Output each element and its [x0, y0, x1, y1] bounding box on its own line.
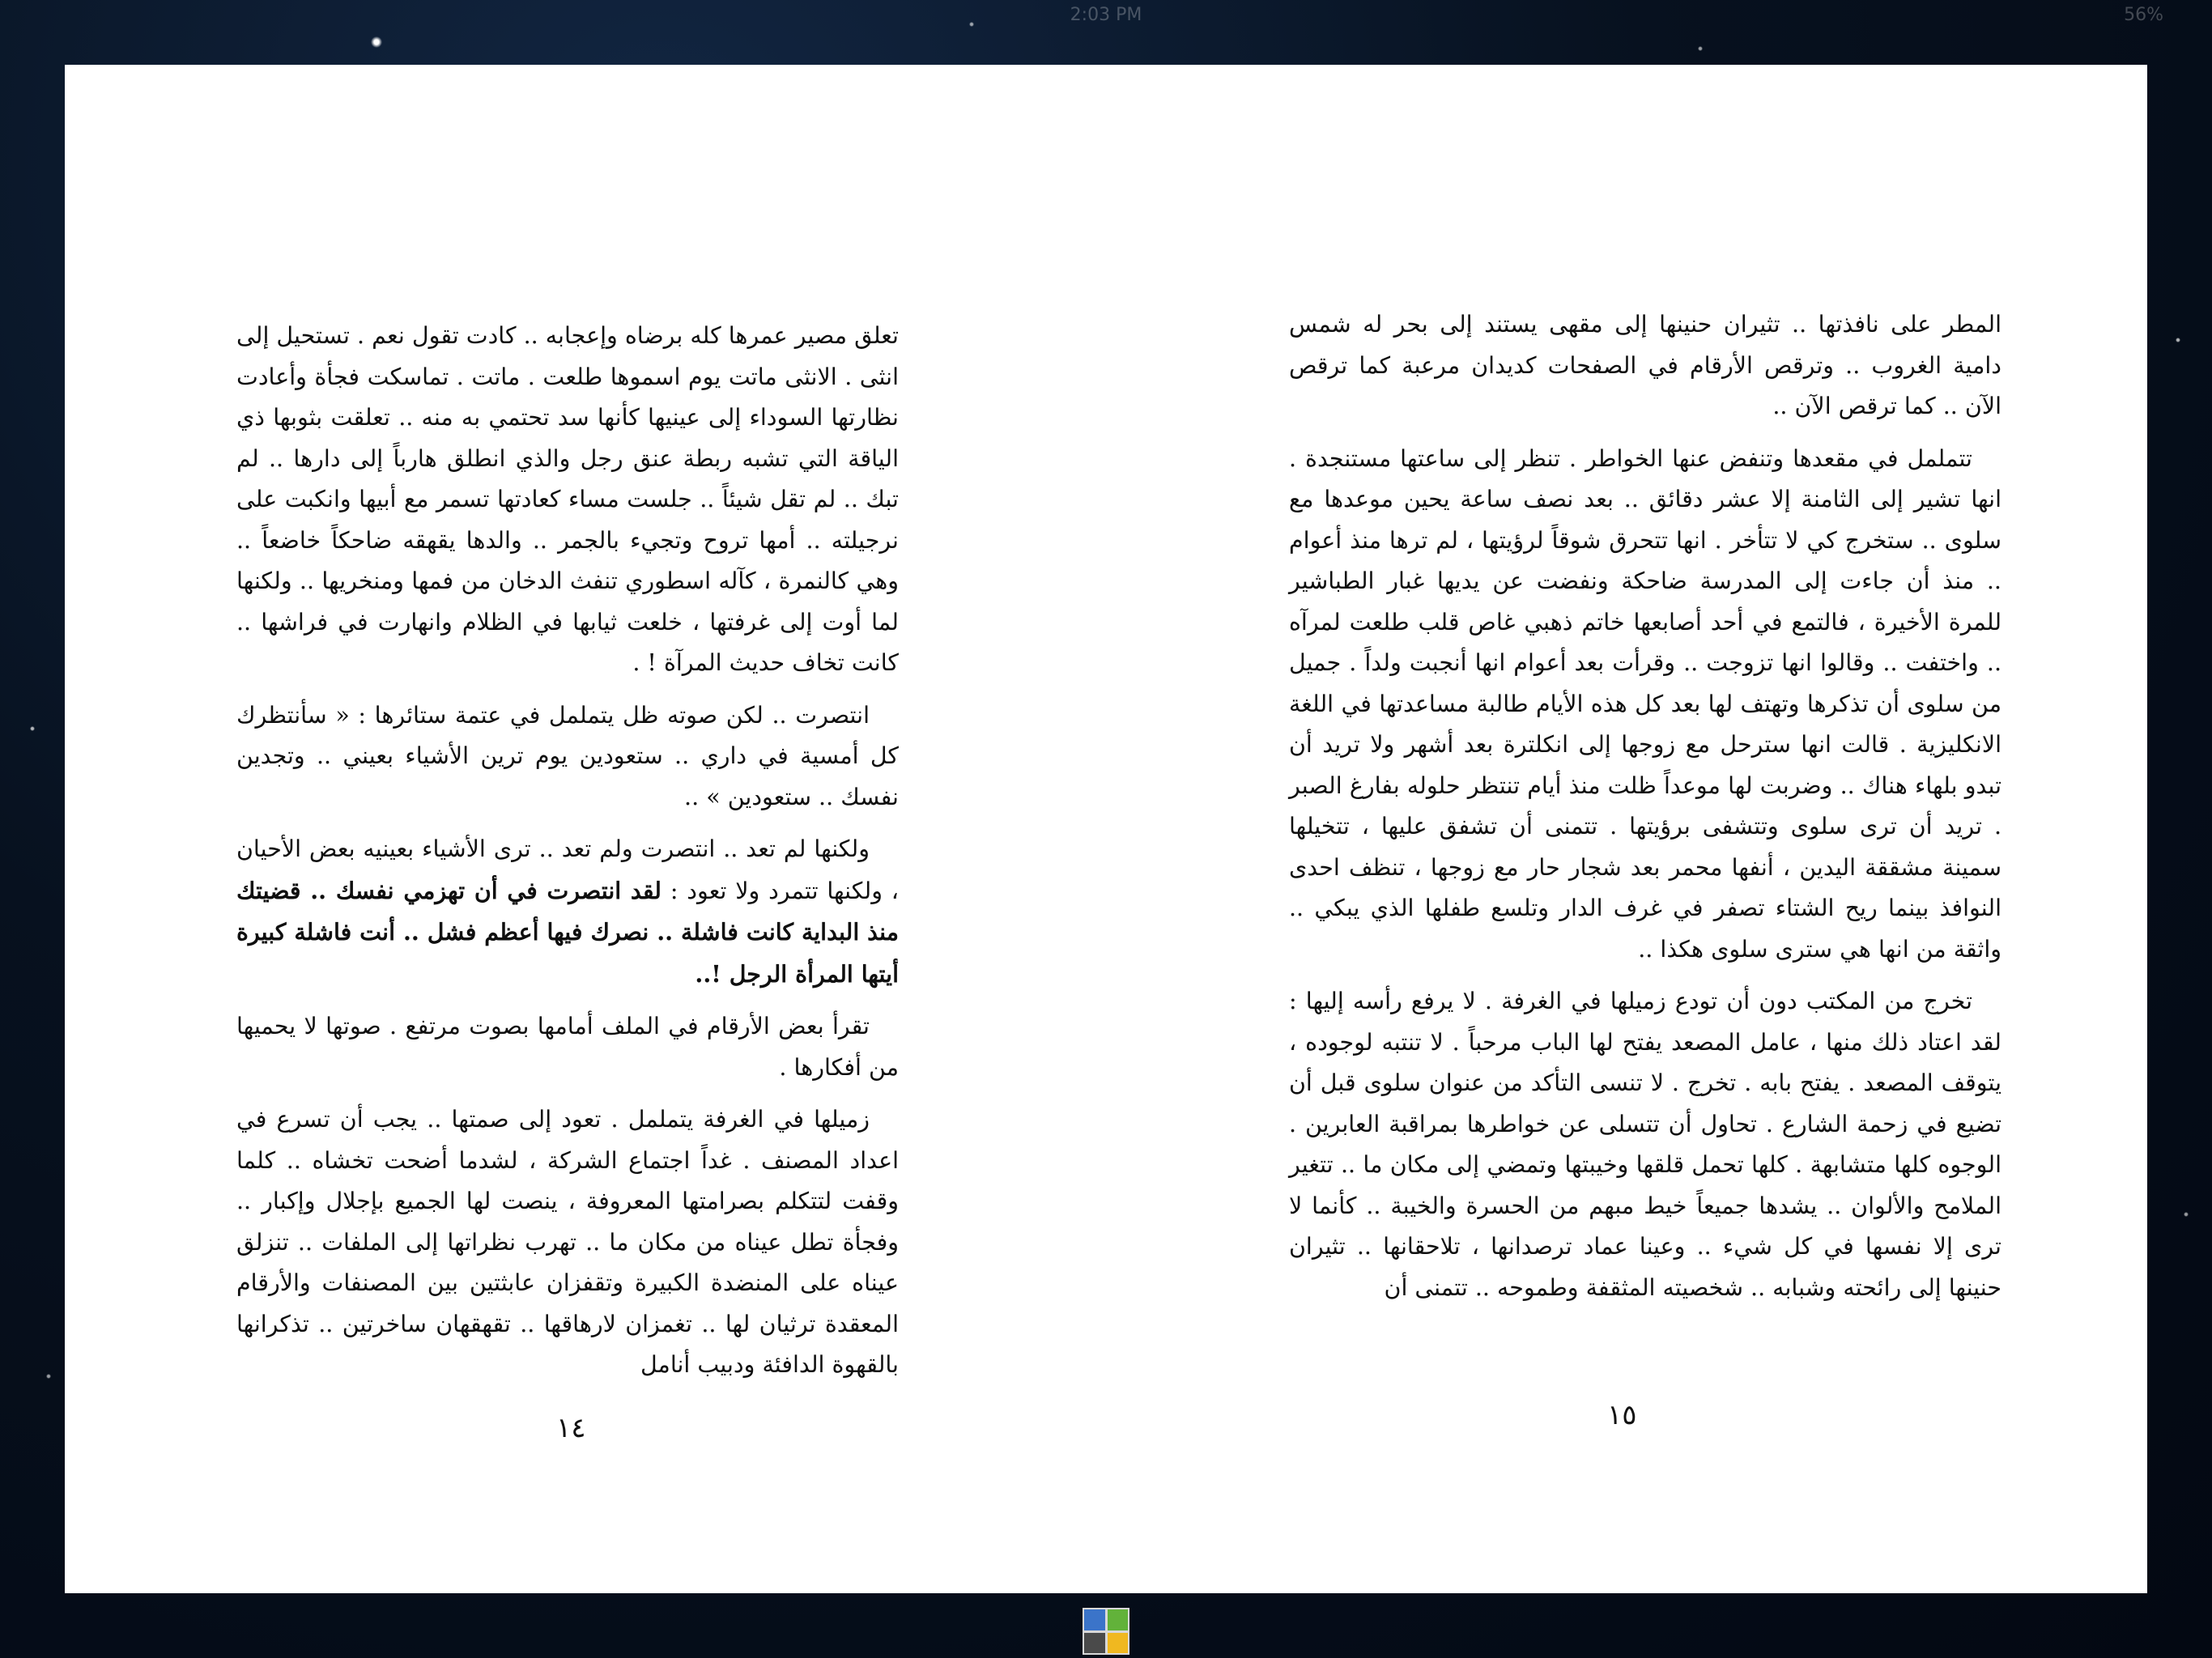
paragraph [236, 829, 899, 995]
status-bar [0, 0, 2212, 32]
paragraph: تعلق مصير عمرها كله برضاه وإعجابه .. كادت تقول نعم . تستحيل إلى انثى . الانثى ماتت يوم اسموها طلعت . ماتت . تماسكت فجأة وأعادت نظارتها السوداء إلى عينيها كأنها سد تحتمي به منه .. تعلقت بثوبها ذي الياقة التي تشبه ربطة عنق رجل والذي انطلق هارباً إلى دارها .. لم تبك .. لم تقل شيئاً .. جلست مساء كعادتها تسمر مع أبيها وانكبت على نرجيلته .. أمها تروح وتجيء بالجمر .. والدها يقهقه ضاحكاً خاضعاً .. وهي كالنمرة ، كآله اسطوري تنفث الدخان من فمها ومنخريها .. ولكنها لما أوت إلى غرفتها ، خلعت ثيابها في الظلام وانهارت في فراشها .. كانت تخاف حديث المرآة ! . [236, 322, 899, 676]
paragraph: تخرج من المكتب دون أن تودع زميلها في الغرفة . لا يرفع رأسه إليها : لقد اعتاد ذلك منها ، عامل المصعد يفتح لها الباب مرحباً . لا تنتبه لوجوده ، يتوقف المصعد . يفتح بابه . تخرج . لا تنسى التأكد من عنوان سلوى قبل أن تضيع في زحمة الشارع . تحاول أن تتسلى عن خواطرها بمراقبة العابرين . الوجوه كلها متشابهة . كلها تحمل قلقها وخيبتها وتمضي إلى مكان ما .. تتغير الملامح والألوان .. يشدها جميعاً خيط مبهم من الحسرة والخيبة .. كأنما لا ترى إلا نفسها في كل شيء .. وعينا عماد ترصدانها ، تلاحقانها .. تثيران حنينها إلى رائحته وشبابه .. شخصيته المثقفة وطموحه .. تتمنى أن [1289, 988, 2001, 1301]
icon-tile [1108, 1609, 1129, 1630]
icon-tile [1084, 1609, 1105, 1630]
paragraph: انتصرت .. لكن صوته ظل يتململ في عتمة ستائرها : « سأنتظرك كل أمسية في داري .. ستعودين يوم ترين الأشياء بعيني .. وتجدين نفسك .. ستعودين » .. [236, 701, 899, 810]
paragraph-text: ولكنها لم تعد .. انتصرت ولم تعد .. ترى الأشياء بعينيه بعض الأحيان ، ولكنها تتمرد ولا تعود : [236, 835, 899, 904]
battery-indicator: 56% [2124, 5, 2163, 25]
status-time: 2:03 PM [1070, 5, 1142, 25]
left-page[interactable] [236, 316, 899, 1397]
book-spread[interactable] [65, 65, 2147, 1593]
page-number-left: ١٤ [556, 1412, 586, 1444]
right-page[interactable] [1289, 304, 2001, 1320]
paragraph: تتململ في مقعدها وتنفض عنها الخواطر . تنظر إلى ساعتها مستنجدة . انها تشير إلى الثامنة إلا عشر دقائق .. بعد نصف ساعة يحين موعدها مع سلوى .. ستخرج كي لا تتأخر . انها تتحرق شوقاً لرؤيتها ، لم ترها منذ أعوام .. منذ أن جاءت إلى المدرسة ضاحكة ونفضت عن يديها غبار الطباشير للمرة الأخيرة ، فالتمع في أحد أصابعها خاتم ذهبي غاص قلب طلعت لمرآه .. واختفت .. وقالوا انها تزوجت .. وقرأت بعد أعوام انها أنجبت ولداً . جميل من سلوى أن تذكرها وتهتف لها بعد كل هذه الأيام طالبة مساعدتها في اللغة الانكليزية . قالت انها سترحل مع زوجها إلى انكلترة بعد أشهر ولا تريد أن تبدو بلهاء هناك .. وضربت لها موعداً ظلت منذ أيام تنتظر حلوله بفارغ الصبر . تريد أن ترى سلوى وتتشفى برؤيتها . تتمنى أن تشفق عليها ، تتخيلها سمينة مشققة اليدين ، أنفها محمر بعد شجار حار مع زوجها ، تنظف احدى النوافذ بينما ريح الشتاء تصفر في غرف الدار وتلسع طفلها الذي يبكي .. واثقة من انها هي سترى سلوى هكذا .. [1289, 444, 2001, 963]
page-number-right: ١٥ [1607, 1399, 1637, 1431]
icon-tile [1108, 1633, 1129, 1654]
paragraph: المطر على نافذتها .. تثيران حنينها إلى مقهى يستند إلى بحر له شمس دامية الغروب .. وترقص الأرقام في الصفحات كديدان مرعبة كما ترقص الآن .. كما ترقص الآن .. [1289, 311, 2001, 419]
icon-tile [1084, 1633, 1105, 1654]
app-grid-icon[interactable] [1083, 1608, 1129, 1655]
bold-quote: لقد انتصرت في أن تهزمي نفسك .. قضيتك منذ البداية كانت فاشلة .. نصرك فيها أعظم فشل .. أنت فاشلة كبيرة أيتها المرأة الرجل !.. [236, 876, 899, 988]
paragraph: زميلها في الغرفة يتململ . تعود إلى صمتها .. يجب أن تسرع في اعداد المصنف . غداً اجتماع الشركة ، لشدما أضحت تخشاه .. كلما وقفت لتتكلم بصرامتها المعروفة ، ينصت لها الجميع بإجلال وإكبار .. وفجأة تطل عيناه من مكان ما .. تهرب نظراتها إلى الملفات .. تنزلق عيناه على المنضدة الكبيرة وتقفزان عابثتين بين المصنفات والأرقام المعقدة ترثيان لها .. تغمزان لارهاقها .. تقهقهان ساخرتين .. تذكرانها بالقهوة الدافئة ودبيب أنامل [236, 1106, 899, 1378]
paragraph: تقرأ بعض الأرقام في الملف أمامها بصوت مرتفع . صوتها لا يحميها من أفكارها . [236, 1013, 899, 1081]
